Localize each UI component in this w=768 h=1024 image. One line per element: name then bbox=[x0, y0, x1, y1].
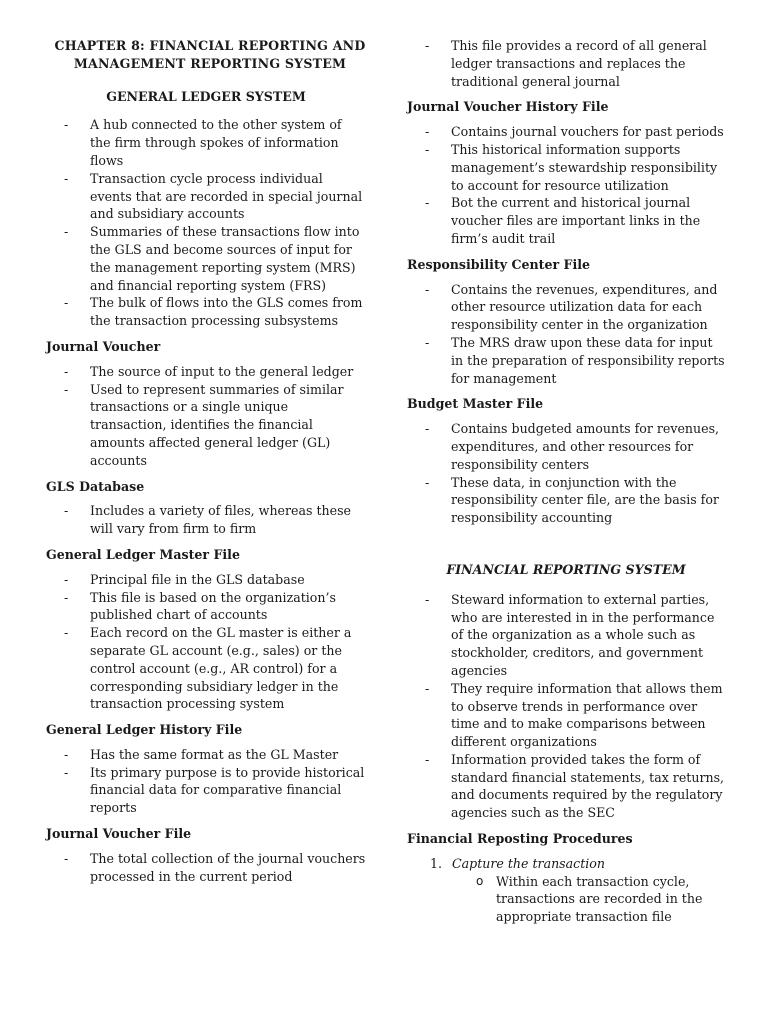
heading-journal-voucher: Journal Voucher bbox=[46, 338, 161, 354]
list-item: - Includes a variety of files, whereas these will vary from firm to firm bbox=[46, 502, 366, 538]
procedure-subitems bbox=[452, 873, 725, 926]
budget-master-file-list bbox=[407, 420, 725, 527]
list-item: - The bulk of flows into the GLS comes from the transaction processing subsystems bbox=[46, 294, 366, 330]
jv-history-file-list bbox=[407, 123, 725, 248]
heading-gl-history-file: General Ledger History File bbox=[46, 722, 243, 738]
list-item: o Within each transaction cycle, transactions are recorded in the appropriate transaction file bbox=[452, 873, 725, 926]
list-item: - Has the same format as the GL Master bbox=[46, 746, 366, 764]
list-item: - This file is based on the organization’s published chart of accounts bbox=[46, 589, 366, 625]
list-item: - Contains journal vouchers for past periods bbox=[407, 123, 725, 141]
chapter-title: CHAPTER 8: FINANCIAL REPORTING AND MANAGEMENT REPORTING SYSTEM bbox=[54, 38, 366, 71]
heading-jv-history-file: Journal Voucher History File bbox=[407, 99, 609, 115]
journal-voucher-file-list bbox=[46, 850, 366, 886]
list-item: - A hub connected to the other system of the firm through spokes of information flows bbox=[46, 116, 366, 169]
procedure-item bbox=[407, 855, 725, 926]
journal-voucher-list bbox=[46, 363, 366, 470]
gl-master-file-list bbox=[46, 571, 366, 713]
procedure-number: 1. bbox=[430, 855, 443, 871]
list-item: - These data, in conjunction with the responsibility center file, are the basis for responsibility accounting bbox=[407, 474, 725, 527]
list-item: - Summaries of these transactions flow into the GLS and become sources of input for the management reporting system (MRS) and financial reporting system (FRS) bbox=[46, 223, 366, 294]
heading-journal-voucher-file: Journal Voucher File bbox=[46, 826, 192, 842]
list-item: - The MRS draw upon these data for input in the preparation of responsibility reports for management bbox=[407, 334, 725, 387]
responsibility-center-file-list bbox=[407, 281, 725, 388]
list-item: - Transaction cycle process individual events that are recorded in special journal and subsidiary accounts bbox=[46, 170, 366, 223]
list-item: - Information provided takes the form of standard financial statements, tax returns, and documents required by the regulatory agencies such as the SEC bbox=[407, 751, 725, 822]
list-item: - The source of input to the general ledger bbox=[46, 363, 366, 381]
right-column bbox=[407, 0, 725, 926]
heading-gls-database: GLS Database bbox=[46, 478, 145, 494]
gls-database-list bbox=[46, 502, 366, 538]
spacer bbox=[407, 535, 725, 561]
heading-financial-reposting-procedures: Financial Reposting Procedures bbox=[407, 831, 633, 847]
list-item: - The total collection of the journal vouchers processed in the current period bbox=[46, 850, 366, 886]
heading-responsibility-center-file: Responsibility Center File bbox=[407, 256, 591, 272]
list-item: - Bot the current and historical journal voucher files are important links in the firm’s audit trail bbox=[407, 194, 725, 247]
gl-history-file-list bbox=[46, 746, 366, 817]
list-item: - This historical information supports management’s stewardship responsibility to account for resource utilization bbox=[407, 141, 725, 194]
list-item: - This file provides a record of all general ledger transactions and replaces the traditional general journal bbox=[407, 37, 725, 90]
heading-budget-master-file: Budget Master File bbox=[407, 396, 544, 412]
heading-gl-master-file: General Ledger Master File bbox=[46, 546, 240, 562]
list-item: - Its primary purpose is to provide historical financial data for comparative financial reports bbox=[46, 764, 366, 817]
list-item: - They require information that allows them to observe trends in performance over time and to make comparisons between different organizations bbox=[407, 680, 725, 751]
left-column bbox=[46, 0, 366, 893]
gls-intro-list bbox=[46, 116, 366, 330]
section-title-gls: GENERAL LEDGER SYSTEM bbox=[106, 88, 306, 104]
list-item: - Principal file in the GLS database bbox=[46, 571, 366, 589]
list-item: - Used to represent summaries of similar transactions or a single unique transaction, identifies the financial amounts affected general ledger (GL) accounts bbox=[46, 381, 366, 470]
list-item: - Contains budgeted amounts for revenues, expenditures, and other resources for responsibility centers bbox=[407, 420, 725, 473]
journal-voucher-file-continued-list bbox=[407, 37, 725, 90]
procedures-list bbox=[407, 855, 725, 926]
frs-list bbox=[407, 591, 725, 822]
section-title-frs: FINANCIAL REPORTING SYSTEM bbox=[446, 561, 686, 577]
procedure-title: Capture the transaction bbox=[452, 855, 605, 871]
list-item: - Contains the revenues, expenditures, and other resource utilization data for each responsibility center in the organization bbox=[407, 281, 725, 334]
list-item: - Each record on the GL master is either a separate GL account (e.g., sales) or the control account (e.g., AR control) for a corresponding subsidiary ledger in the transaction processing system bbox=[46, 624, 366, 713]
list-item: - Steward information to external parties, who are interested in in the performance of the organization as a whole such as stockholder, creditors, and government agencies bbox=[407, 591, 725, 680]
